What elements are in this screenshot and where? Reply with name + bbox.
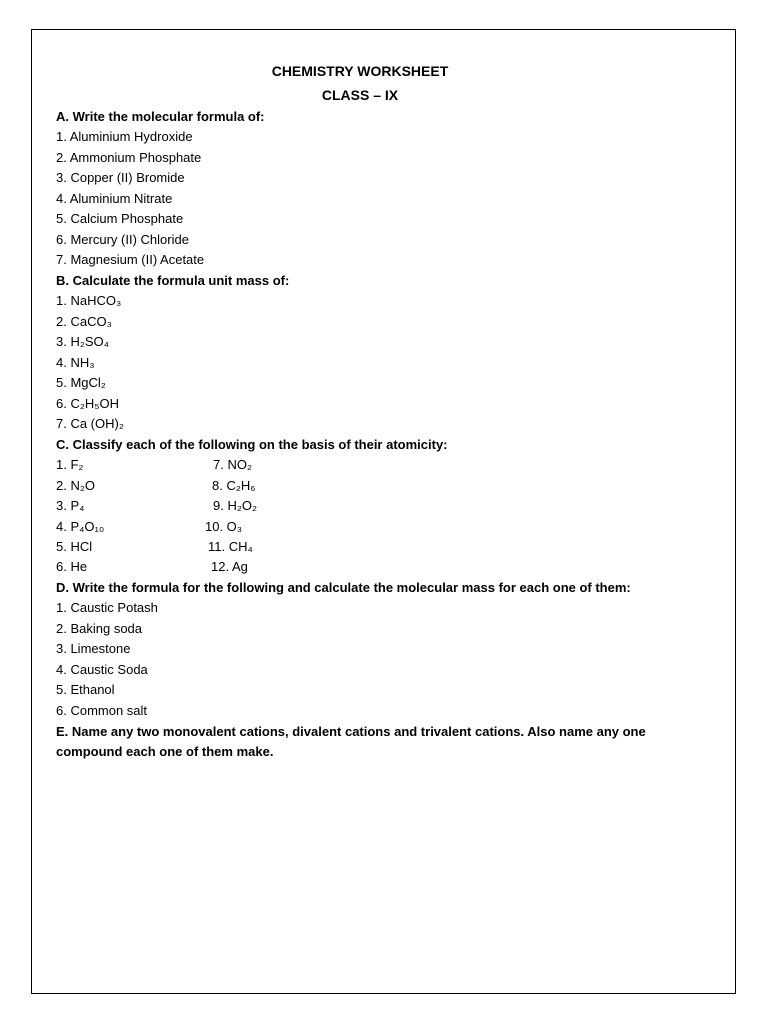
section-b-item: 3. H₂SO₄: [56, 334, 109, 349]
section-d-item: 3. Limestone: [56, 641, 131, 656]
section-c-left-item: 4. P₄O₁₀: [56, 519, 105, 534]
section-a-item: 7. Magnesium (II) Acetate: [56, 252, 205, 267]
section-c-right-item: 8. C₂H₆: [212, 478, 256, 493]
section-c-right-item: 7. NO₂: [213, 457, 252, 472]
section-e-text-line1: E. Name any two monovalent cations, divalent cations and trivalent cations. Also name any one: [56, 724, 646, 739]
section-b-item: 1. NaHCO₃: [56, 293, 122, 308]
section-e-text-line2: compound each one of them make.: [56, 744, 274, 759]
worksheet-title: CHEMISTRY WORKSHEET: [271, 63, 449, 79]
section-d-item: 5. Ethanol: [56, 682, 115, 697]
section-b-item: 6. C₂H₅OH: [56, 396, 120, 411]
section-c-left-item: 5. HCl: [56, 539, 93, 554]
section-c-heading: C. Classify each of the following on the basis of their atomicity:: [56, 437, 448, 452]
section-c-right-item: 10. O₃: [205, 519, 243, 534]
section-d-item: 2. Baking soda: [56, 621, 143, 636]
section-c-right-item: 9. H₂O₂: [213, 498, 258, 513]
section-a-item: 4. Aluminium Nitrate: [56, 191, 173, 206]
section-c-left-item: 2. N₂O: [56, 478, 95, 493]
section-c-right-item: 11. CH₄: [208, 539, 253, 554]
section-b-item: 7. Ca (OH)₂: [56, 416, 124, 431]
section-a-item: 2. Ammonium Phosphate: [56, 150, 202, 165]
section-d-heading: D. Write the formula for the following and calculate the molecular mass for each one of them:: [56, 580, 631, 595]
section-c-left-item: 3. P₄: [56, 498, 85, 513]
section-a-item: 5. Calcium Phosphate: [56, 211, 184, 226]
section-a-item: 3. Copper (II) Bromide: [56, 170, 185, 185]
section-b-item: 2. CaCO₃: [56, 314, 112, 329]
section-a-heading: A. Write the molecular formula of:: [56, 109, 265, 124]
section-c-right-item: 12. Ag: [211, 559, 248, 574]
worksheet-class: CLASS – IX: [321, 87, 399, 103]
section-b-item: 5. MgCl₂: [56, 375, 106, 390]
section-a-item: 6. Mercury (II) Chloride: [56, 232, 189, 247]
section-d-item: 1. Caustic Potash: [56, 600, 158, 615]
section-b-item: 4. NH₃: [56, 355, 95, 370]
section-c-left-item: 1. F₂: [56, 457, 84, 472]
section-d-item: 6. Common salt: [56, 703, 148, 718]
section-c-left-item: 6. He: [56, 559, 88, 574]
section-a-item: 1. Aluminium Hydroxide: [56, 129, 193, 144]
section-b-heading: B. Calculate the formula unit mass of:: [56, 273, 290, 288]
section-d-item: 4. Caustic Soda: [56, 662, 148, 677]
